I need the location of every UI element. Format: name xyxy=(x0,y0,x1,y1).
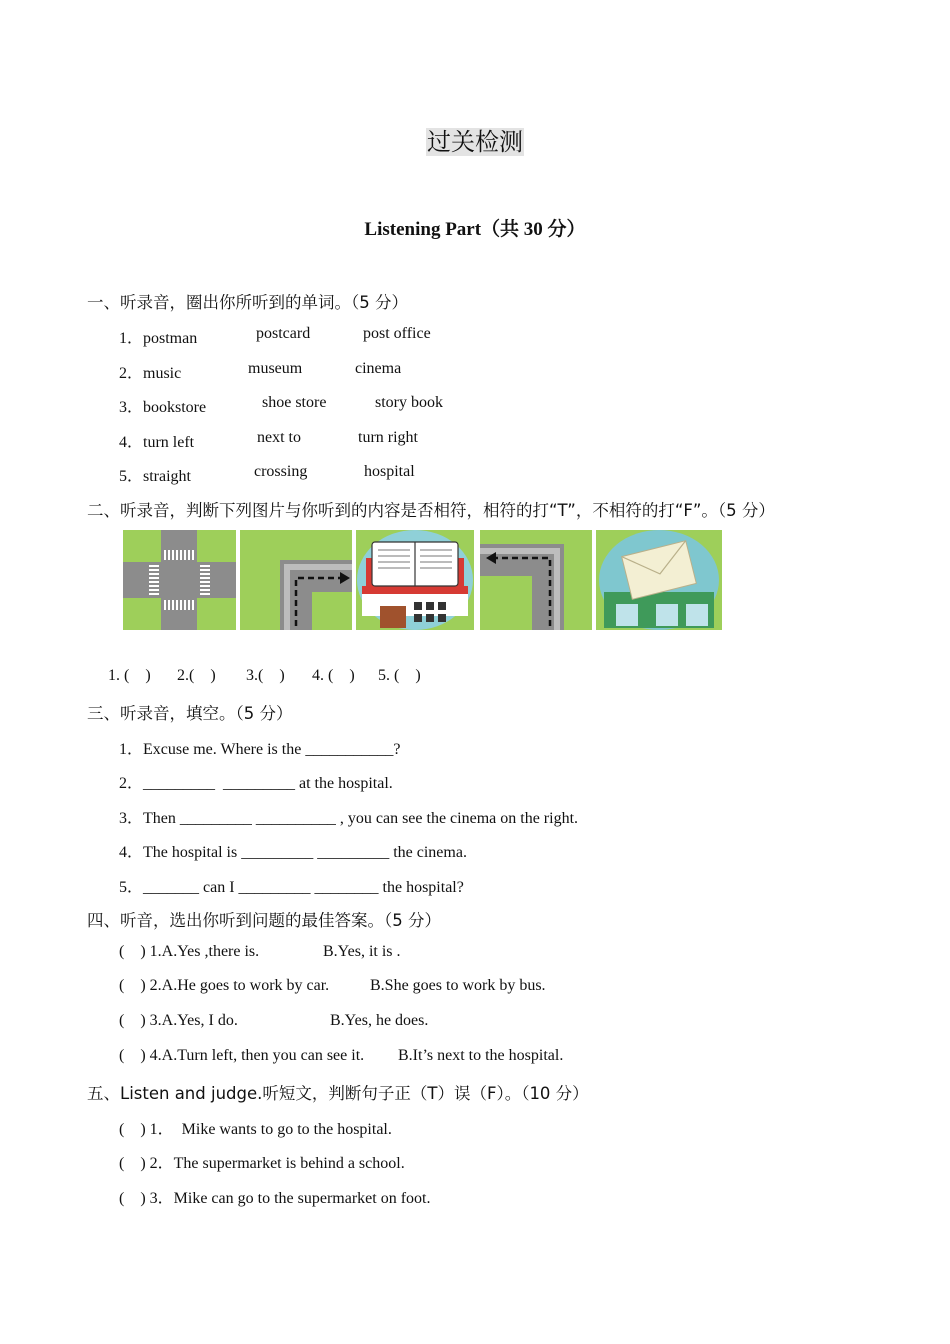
list-item: shoe store xyxy=(262,394,327,411)
list-item: turn right xyxy=(358,429,418,446)
choice-question: ( ) 2.A.He goes to work by car. xyxy=(119,977,330,994)
choice-option-b: B.She goes to work by bus. xyxy=(370,977,546,994)
fill-blank-item: 3．Then _________ __________ , you can see the cinema on the right. xyxy=(119,810,579,827)
choice-question: ( ) 1.A.Yes ,there is. xyxy=(119,943,260,960)
post-office-picture xyxy=(596,530,722,630)
list-item: crossing xyxy=(254,463,308,480)
section-3-heading: 三、听录音，填空。（5 分） xyxy=(87,704,293,723)
list-item: hospital xyxy=(364,463,415,480)
section-5-heading: 五、Listen and judge.听短文，判断句子正（T）误（F）。（10 分） xyxy=(87,1084,589,1103)
page-title: 过关检测 xyxy=(427,128,523,156)
fill-blank-item: 4．The hospital is _________ _________ the cinema. xyxy=(119,844,467,861)
fill-blank-item: 1．Excuse me. Where is the ___________? xyxy=(119,741,401,758)
judge-item: ( ) 1． Mike wants to go to the hospital. xyxy=(119,1121,392,1138)
answer-blank[interactable]: 5. ( ) xyxy=(378,667,421,684)
fill-blank-item: 5．_______ can I _________ ________ the hospital? xyxy=(119,879,464,896)
list-item: next to xyxy=(257,429,301,446)
choice-option-b: B.It’s next to the hospital. xyxy=(398,1047,564,1064)
list-item: 4．turn left xyxy=(119,434,195,451)
list-item: museum xyxy=(248,360,303,377)
crossroads-picture xyxy=(123,530,236,630)
choice-question: ( ) 3.A.Yes, I do. xyxy=(119,1012,238,1029)
list-item: cinema xyxy=(355,360,402,377)
list-item: 1．postman xyxy=(119,330,198,347)
choice-option-b: B.Yes, it is . xyxy=(323,943,401,960)
answer-blank[interactable]: 3.( ) xyxy=(246,667,285,684)
judge-item: ( ) 2．The supermarket is behind a school. xyxy=(119,1155,405,1172)
turn-right-picture xyxy=(240,530,352,630)
choice-question: ( ) 4.A.Turn left, then you can see it. xyxy=(119,1047,365,1064)
list-item: 3．bookstore xyxy=(119,399,207,416)
choice-option-b: B.Yes, he does. xyxy=(330,1012,429,1029)
list-item: 5．straight xyxy=(119,468,191,485)
list-item: story book xyxy=(375,394,443,411)
answer-blank[interactable]: 2.( ) xyxy=(177,667,216,684)
list-item: 2．music xyxy=(119,365,182,382)
answer-blank[interactable]: 1. ( ) xyxy=(108,667,151,684)
turn-left-picture xyxy=(480,530,592,630)
section-1-heading: 一、听录音，圈出你所听到的单词。（5 分） xyxy=(87,293,408,312)
section-2-heading: 二、听录音，判断下列图片与你听到的内容是否相符，相符的打“T”，不相符的打“F”。（5 分） xyxy=(87,501,775,520)
bookstore-picture xyxy=(356,530,474,630)
list-item: post office xyxy=(363,325,431,342)
section-part-title: Listening Part（共 30 分） xyxy=(364,219,586,240)
answer-blank[interactable]: 4. ( ) xyxy=(312,667,355,684)
fill-blank-item: 2．_________ _________ at the hospital. xyxy=(119,775,393,792)
judge-item: ( ) 3．Mike can go to the supermarket on foot. xyxy=(119,1190,431,1207)
section-4-heading: 四、听音，选出你听到问题的最佳答案。（5 分） xyxy=(87,911,441,930)
list-item: postcard xyxy=(256,325,311,342)
